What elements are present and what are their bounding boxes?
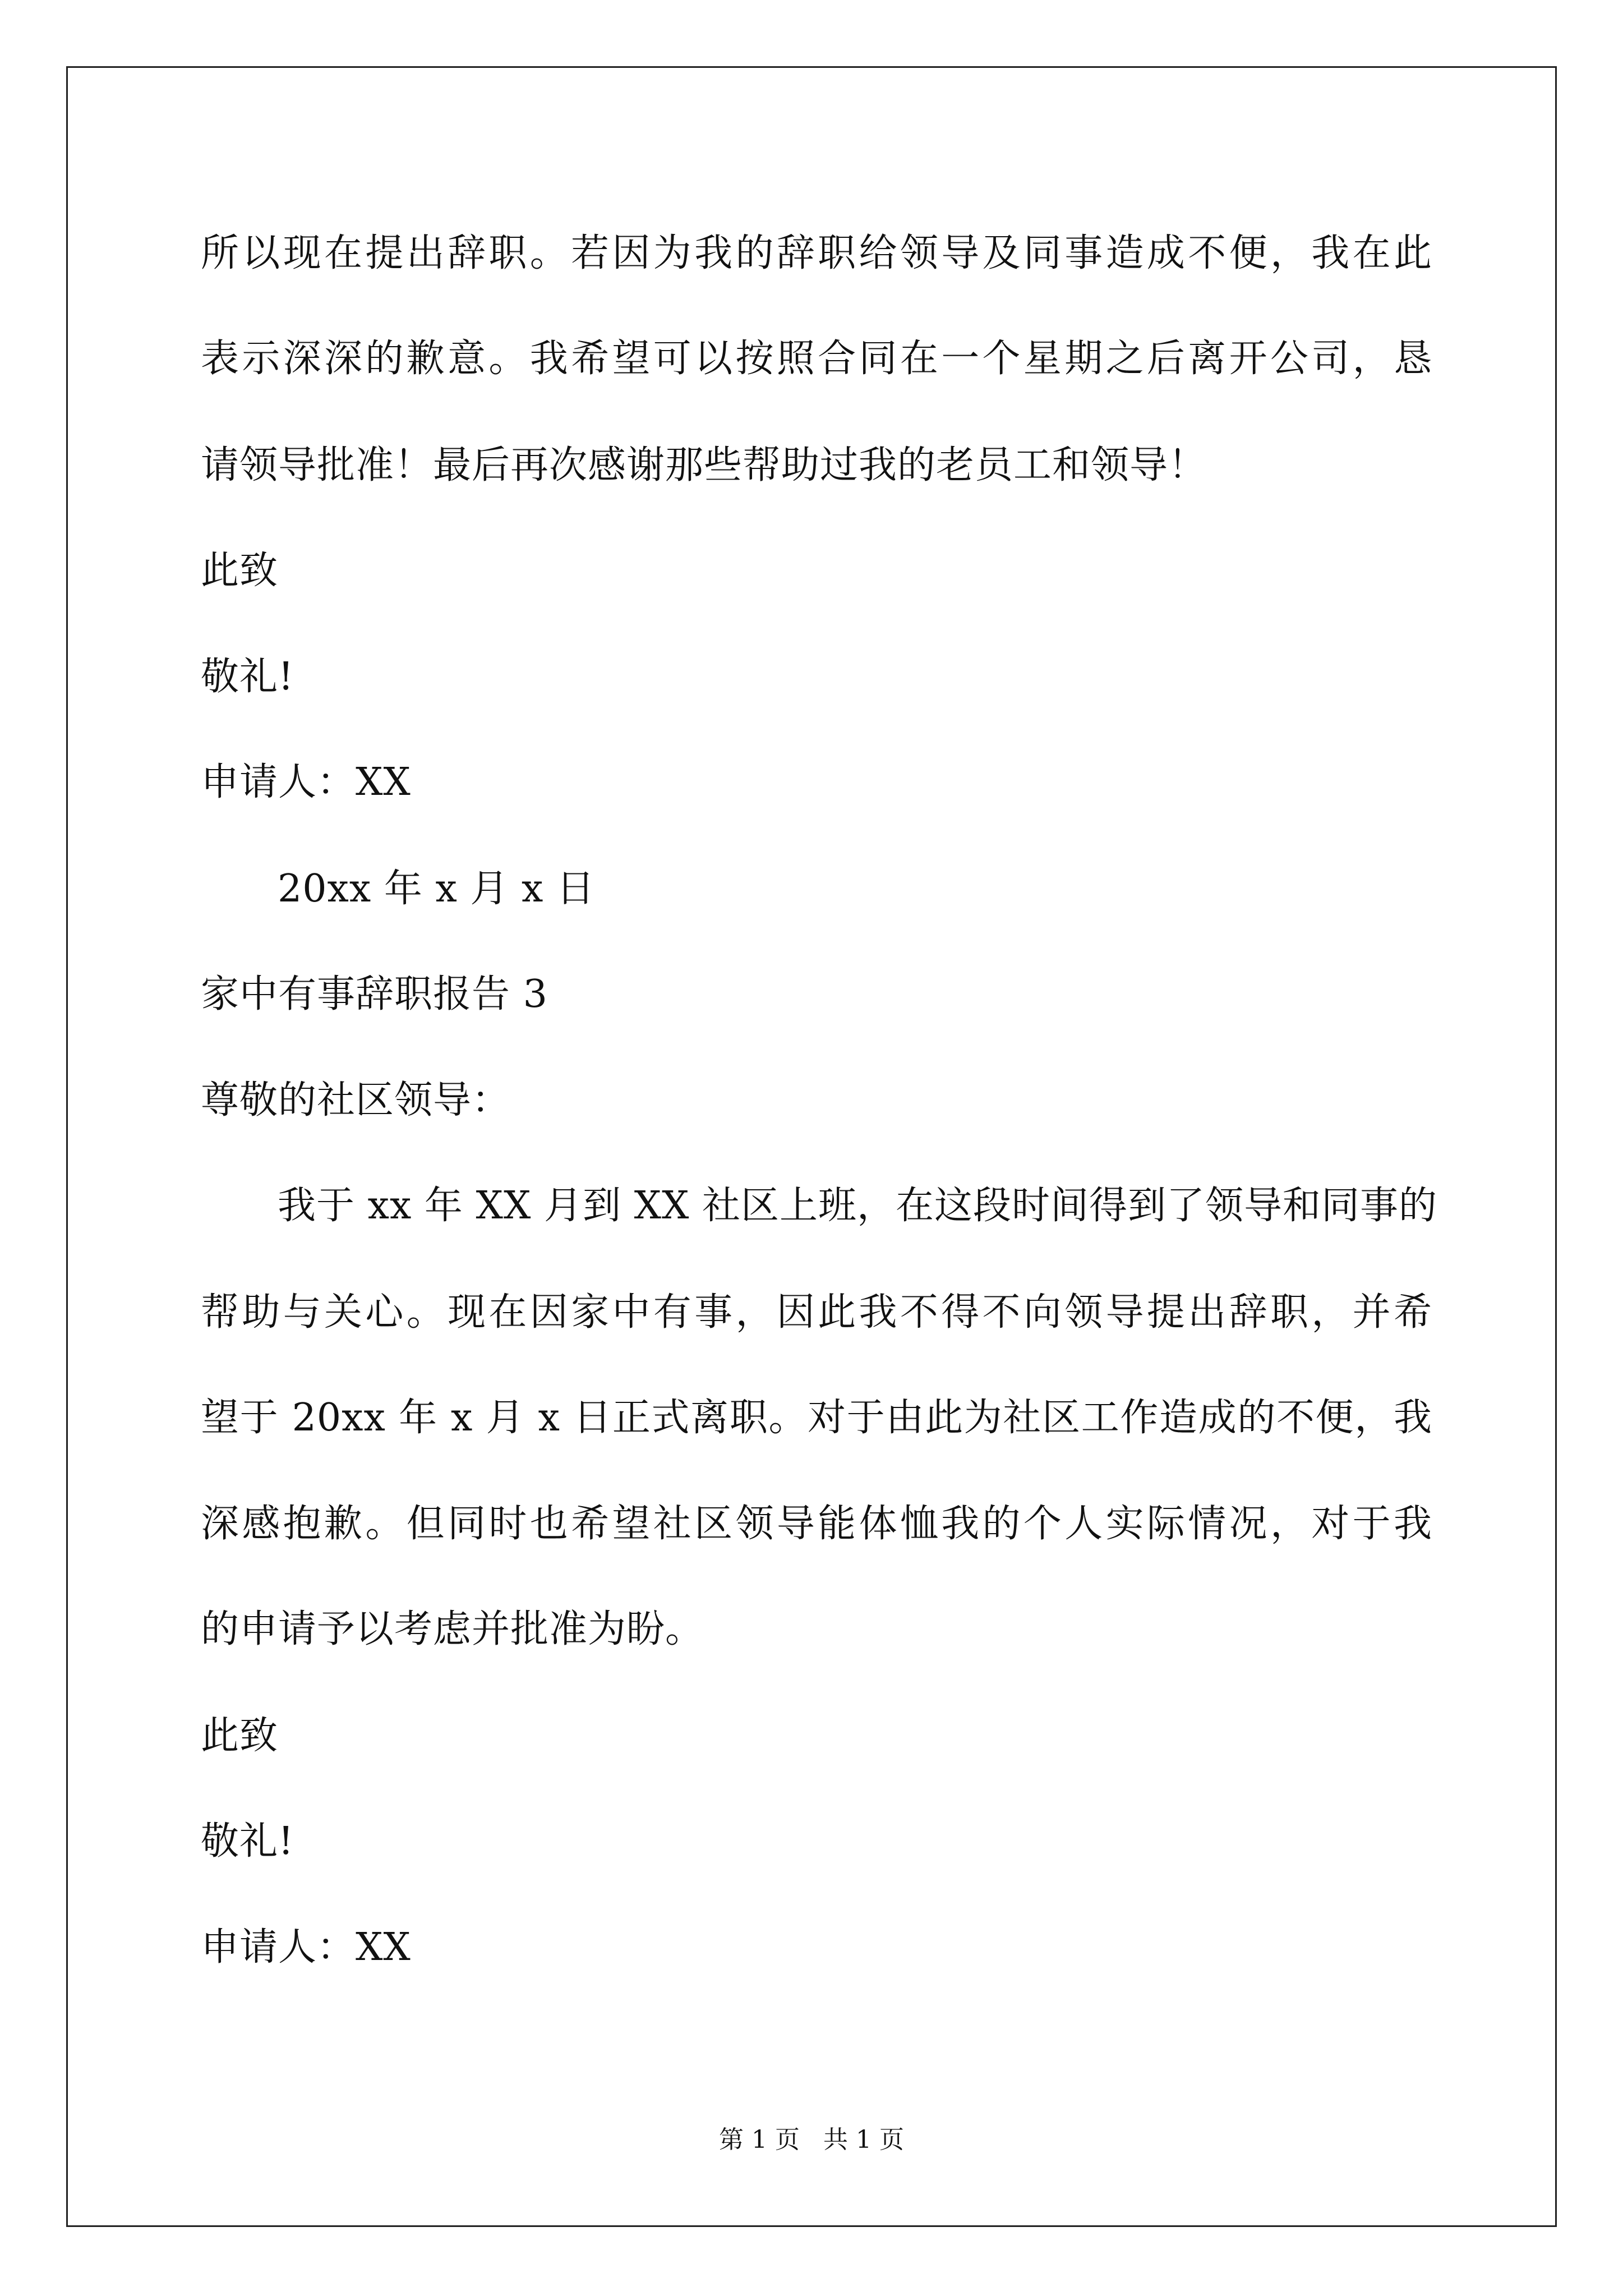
paragraph-line: 的申请予以考虑并批准为盼。 bbox=[201, 1607, 704, 1651]
applicant-signature: 申请人：XX bbox=[201, 760, 411, 804]
paragraph-line: 望于 20xx 年 x 月 x 日正式离职。对于由此为社区工作造成的不便，我 bbox=[201, 1396, 1432, 1440]
date-line: 20xx 年 x 月 x 日 bbox=[278, 867, 596, 911]
paragraph-line: 请领导批准！最后再次感谢那些帮助过我的老员工和领导！ bbox=[201, 443, 1207, 487]
closing-salutation: 此致 bbox=[201, 1714, 279, 1758]
applicant-signature: 申请人：XX bbox=[201, 1925, 411, 1970]
page-footer: 第 1 页 共 1 页 bbox=[719, 2125, 904, 2154]
paragraph-line: 我于 xx 年 XX 月到 XX 社区上班，在这段时间得到了领导和同事的 bbox=[278, 1184, 1438, 1228]
page-border bbox=[66, 66, 1557, 2227]
closing-regards: 敬礼! bbox=[201, 655, 294, 699]
paragraph-line: 深感抱歉。但同时也希望社区领导能体恤我的个人实际情况，对于我 bbox=[201, 1502, 1432, 1546]
section-title: 家中有事辞职报告 3 bbox=[201, 972, 548, 1016]
paragraph-line: 所以现在提出辞职。若因为我的辞职给领导及同事造成不便，我在此 bbox=[201, 231, 1432, 275]
closing-regards: 敬礼! bbox=[201, 1819, 294, 1864]
closing-salutation: 此致 bbox=[201, 549, 279, 593]
paragraph-line: 表示深深的歉意。我希望可以按照合同在一个星期之后离开公司，恳 bbox=[201, 337, 1432, 381]
letter-greeting: 尊敬的社区领导： bbox=[201, 1078, 511, 1122]
paragraph-line: 帮助与关心。现在因家中有事，因此我不得不向领导提出辞职，并希 bbox=[201, 1290, 1432, 1335]
